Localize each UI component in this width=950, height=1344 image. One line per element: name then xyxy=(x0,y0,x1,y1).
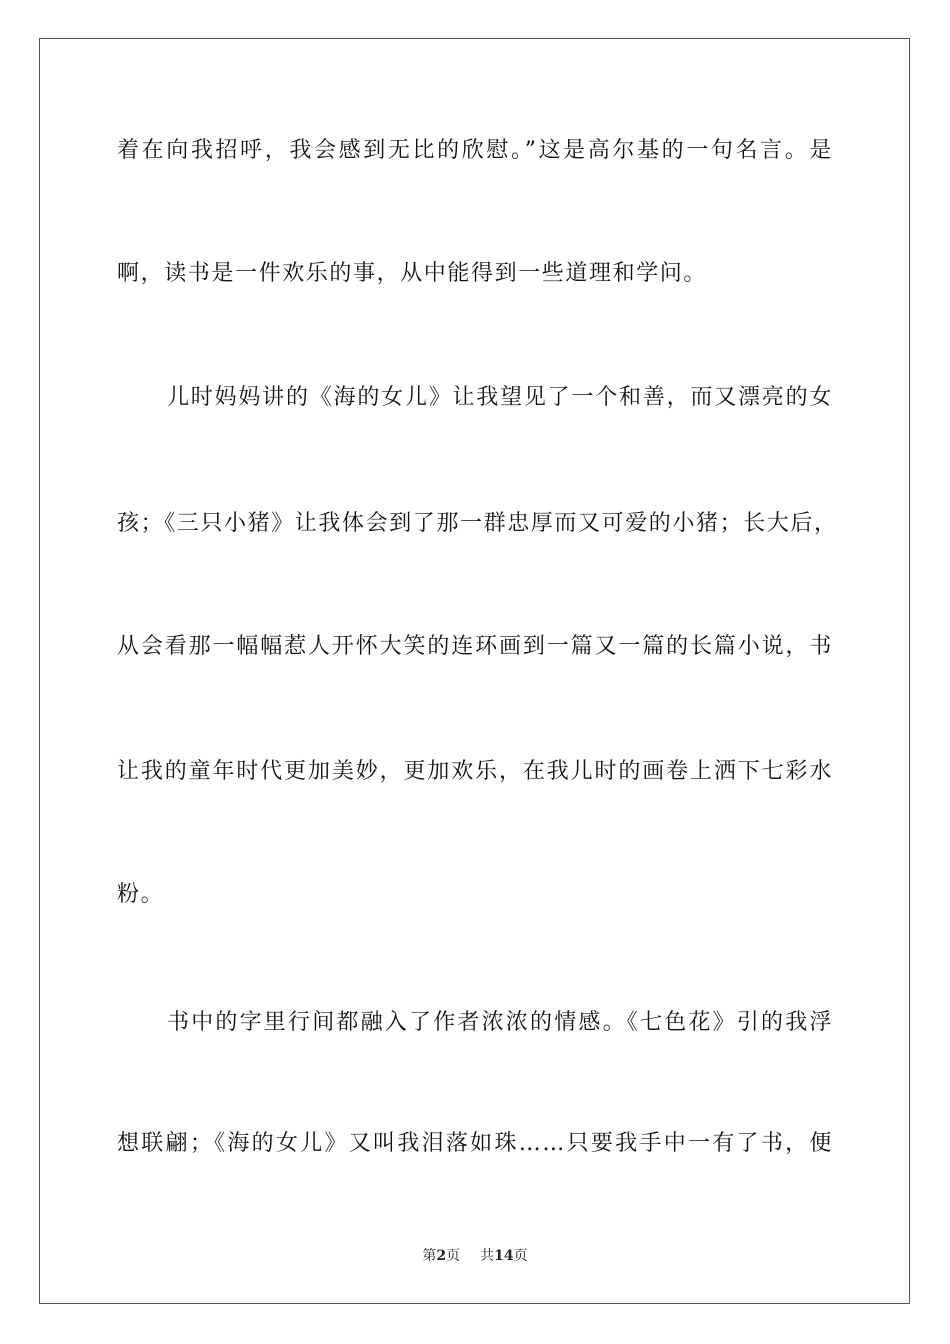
total-prefix: 共 xyxy=(480,1248,495,1264)
total-suffix: 页 xyxy=(513,1248,528,1264)
total-pages: 14 xyxy=(494,1248,514,1264)
paragraph-1-line-1: 着在向我招呼，我会感到无比的欣慰。”这是高尔基的一句名言。是 xyxy=(117,138,833,163)
page-suffix: 页 xyxy=(446,1248,461,1264)
page-footer xyxy=(0,1247,950,1265)
paragraph-3-line-2: 想联翩；《海的女儿》又叫我泪落如珠……只要我手中一有了书，便 xyxy=(117,1131,833,1156)
page-border xyxy=(39,38,910,1304)
paragraph-1-line-2: 啊，读书是一件欢乐的事，从中能得到一些道理和学问。 xyxy=(117,261,708,286)
page-prefix: 第 xyxy=(422,1248,437,1264)
paragraph-2-line-5: 粉。 xyxy=(117,882,165,907)
paragraph-2-line-2: 孩；《三只小猪》让我体会到了那一群忠厚而又可爱的小猪；长大后， xyxy=(117,511,838,536)
paragraph-2-line-3: 从会看那一幅幅惹人开怀大笑的连环画到一篇又一篇的长篇小说，书 xyxy=(117,634,833,659)
page-number: 2 xyxy=(436,1248,447,1264)
paragraph-2-line-4: 让我的童年时代更加美妙，更加欢乐，在我儿时的画卷上洒下七彩水 xyxy=(117,759,833,784)
paragraph-3-line-1: 书中的字里行间都融入了作者浓浓的情感。《七色花》引的我浮 xyxy=(167,1010,833,1035)
paragraph-2-line-1: 儿时妈妈讲的《海的女儿》让我望见了一个和善，而又漂亮的女 xyxy=(167,385,833,410)
